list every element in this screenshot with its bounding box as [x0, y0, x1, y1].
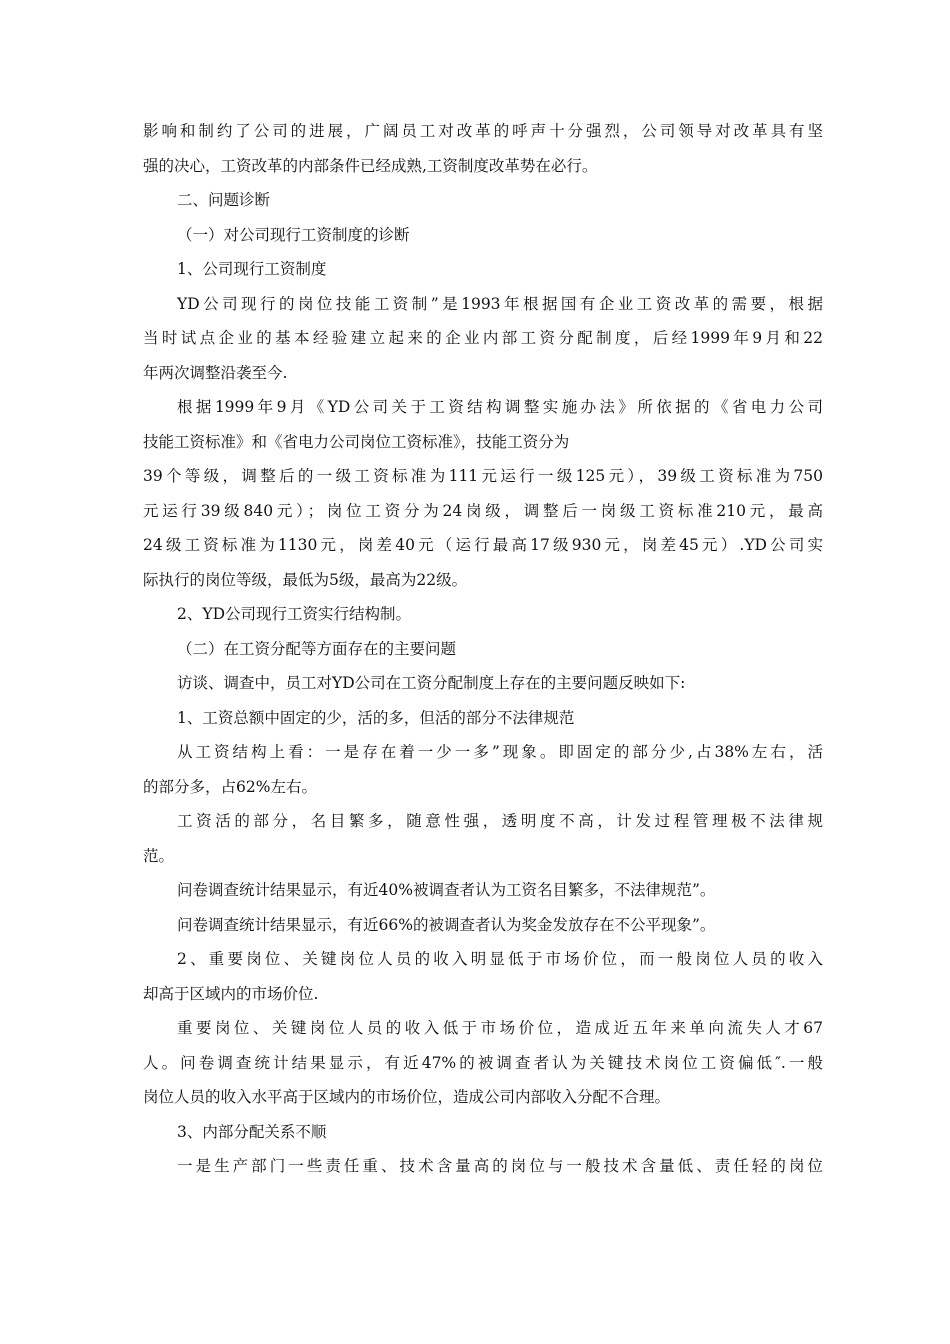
text-line: 问卷调查统计结果显示，有近40%被调查者认为工资名目繁多，不法律规范”。	[177, 881, 716, 899]
text-line: 强的决心，工资改革的内部条件已经成熟,工资制度改革势在必行。	[143, 156, 598, 175]
text-line: 人。问卷调查统计结果显示，有近47%的被调查者认为关键技术岗位工资偏低″.一般	[143, 1053, 823, 1072]
text-line: 影响和制约了公司的进展，广阔员工对改革的呼声十分强烈，公司领导对改革具有坚	[143, 122, 823, 140]
subsection-heading: （二）在工资分配等方面存在的主要问题	[177, 639, 457, 658]
text-line: 际执行的岗位等级，最低为5级，最高为22级。	[143, 570, 468, 589]
text-line: YD公司现行的岗位技能工资制”是1993年根据国有企业工资改革的需要，根据	[177, 294, 823, 313]
item-heading: 1、工资总额中固定的少，活的多，但活的部分不法律规范	[177, 708, 575, 727]
text-line: 39个等级，调整后的一级工资标准为111元运行一级125元），39级工资标准为750	[143, 467, 823, 485]
text-line: 当时试点企业的基本经验建立起来的企业内部工资分配制度，后经1999年9月和22	[143, 329, 823, 347]
text-line: 从工资结构上看：一是存在着一少一多”现象。即固定的部分少,占38%左右，活	[177, 743, 823, 761]
text-line: 元运行39级840元）；岗位工资分为24岗级，调整后一岗级工资标准210元，最高	[143, 501, 823, 520]
text-line: 重要岗位、关键岗位人员的收入低于市场价位，造成近五年来单向流失人才67	[177, 1019, 823, 1037]
text-line: 访谈、调查中，员工对YD公司在工资分配制度上存在的主要问题反映如下:	[177, 674, 686, 692]
text-line: 技能工资标准》和《省电力公司岗位工资标准》，技能工资分为	[143, 432, 570, 451]
text-line: 却高于区域内的市场价位.	[143, 984, 319, 1003]
text-line: 范。	[143, 846, 175, 865]
item-heading: 2、YD公司现行工资实行结构制。	[177, 605, 412, 623]
document-body	[143, 114, 823, 1184]
text-line: 工资活的部分，名目繁多，随意性强，透明度不高，计发过程管理极不法律规	[177, 812, 823, 830]
subsection-heading: （一）对公司现行工资制度的诊断	[177, 225, 410, 244]
text-line: 根据1999年9月《YD公司关于工资结构调整实施办法》所依据的《省电力公司	[177, 398, 823, 416]
item-heading: 2、重要岗位、关键岗位人员的收入明显低于市场价位，而一般岗位人员的收入	[177, 950, 823, 968]
item-heading: 3、内部分配关系不顺	[177, 1122, 327, 1141]
section-heading: 二、问题诊断	[177, 191, 271, 209]
item-heading: 1、公司现行工资制度	[177, 260, 327, 278]
text-line: 问卷调查统计结果显示，有近66%的被调查者认为奖金发放存在不公平现象”。	[177, 915, 716, 934]
text-line: 一是生产部门一些责任重、技术含量高的岗位与一般技术含量低、责任轻的岗位	[177, 1157, 823, 1175]
text-line: 的部分多，占62%左右。	[143, 777, 317, 796]
text-line: 24级工资标准为1130元，岗差40元（运行最高17级930元，岗差45元）.YD公司实	[143, 536, 823, 554]
text-line: 年两次调整沿袭至今.	[143, 363, 288, 382]
text-line: 岗位人员的收入水平高于区域内的市场价位，造成公司内部收入分配不合理。	[143, 1088, 671, 1106]
